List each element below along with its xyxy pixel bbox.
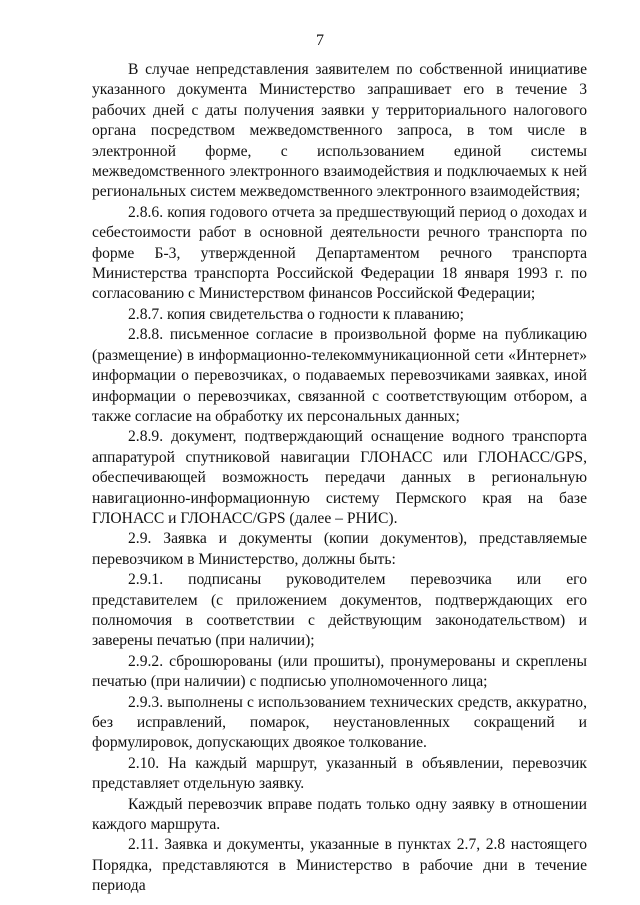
paragraph-2-9-2: 2.9.2. сброшюрованы (или прошиты), пронумерованы и скреплены печатью (при наличии) с подписью уполномоченного лица;: [92, 652, 587, 691]
paragraph-2-9-1: 2.9.1. подписаны руководителем перевозчика или его представителем (с приложением документов, подтверждающих его полномочия в соответствии с действующим законодательством) и заверены печатью (при наличии);: [92, 571, 587, 650]
paragraph-2-9: 2.9. Заявка и документы (копии документов), представляемые перевозчиком в Министерство, должны быть:: [92, 530, 587, 568]
paragraph-2-10: 2.10. На каждый маршрут, указанный в объявлении, перевозчик представляет отдельную заявку.: [92, 754, 587, 793]
paragraph-2-8-8: 2.8.8. письменное согласие в произвольной форме на публикацию (размещение) в информационно-телекоммуникационной сети «Интернет» информации о перевозчиках, о подаваемых перевозчиками заявках, иной информации о перевозчиках, связанной с соответствующим отбором, а также согласие на обработку их персональных данных;: [92, 326, 587, 425]
paragraph-2-8-7: 2.8.7. копия свидетельства о годности к плаванию;: [128, 305, 464, 323]
paragraph-2-8-9: 2.8.9. документ, подтверждающий оснащение водного транспорта аппаратурой спутниковой навигации ГЛОНАСС или ГЛОНАСС/GPS, обеспечивающей возможность передачи данных в региональную навигационно-информационную систему Пермского края на базе ГЛОНАСС и ГЛОНАСС/GPS (далее – РНИС).: [92, 428, 587, 527]
page-number: 7: [316, 32, 324, 49]
paragraph-2-11: 2.11. Заявка и документы, указанные в пунктах 2.7, 2.8 настоящего Порядка, представляются в Министерство в рабочие дни в течение периода: [92, 836, 587, 895]
paragraph-2-9-3: 2.9.3. выполнены с использованием технических средств, аккуратно, без исправлений, помарок, неустановленных сокращений и формулировок, допускающих двоякое толкование.: [92, 693, 587, 752]
paragraph-one-application-rule: Каждый перевозчик вправе подать только одну заявку в отношении каждого маршрута.: [92, 795, 587, 834]
paragraph-absent-document: В случае непредставления заявителем по собственной инициативе указанного документа Министерство запрашивает его в течение 3 рабочих дней с даты получения заявки у территориального налогового органа посредством межведомственного запроса, в том числе в электронной форме, с использованием единой системы межведомственного электронного взаимодействия и подключаемых к ней региональных систем межведомственного электронного взаимодействия;: [92, 61, 587, 201]
paragraph-2-8-6: 2.8.6. копия годового отчета за предшествующий период о доходах и себестоимости работ в основной деятельности речного транспорта по форме Б-3, утвержденной Департаментом речного транспорта Министерства транспорта Российской Федерации 18 января 1993 г. по согласованию с Министерством финансов Российской Федерации;: [92, 203, 587, 303]
document-body: [92, 60, 587, 897]
